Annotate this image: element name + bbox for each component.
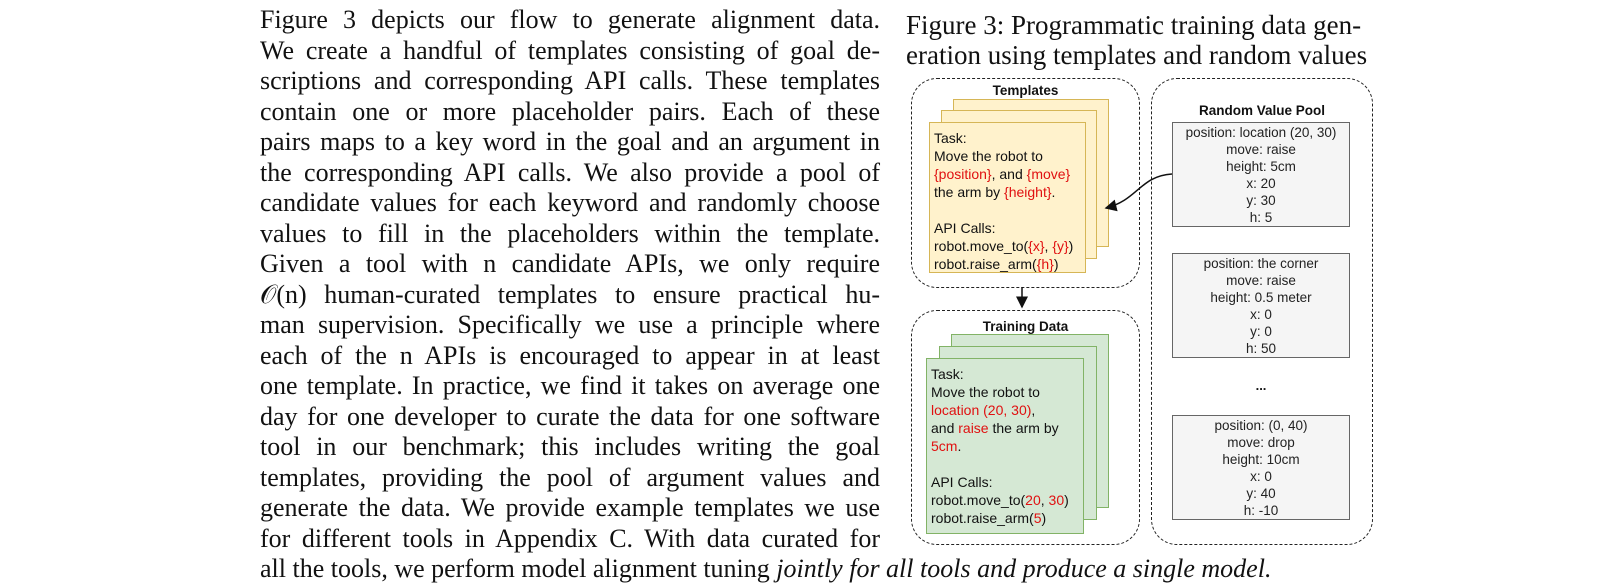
training-api-label: API Calls:: [931, 474, 993, 490]
training-comma-after: ,: [1031, 402, 1036, 418]
caption-line-1: Figure 3: Programmatic training data gen-: [906, 10, 1362, 40]
pool-3-move: move: drop: [1227, 435, 1295, 450]
template-call-1-fn: robot.move_to(: [934, 238, 1029, 254]
training-comma: ,: [1040, 492, 1049, 508]
pool-2-y: y: 0: [1250, 324, 1272, 339]
template-api-label: API Calls:: [934, 220, 996, 236]
training-task-label: Task:: [931, 366, 964, 382]
caption-line-2: eration using templates and random values: [906, 40, 1368, 70]
pool-3-h: h: -10: [1243, 503, 1279, 518]
training-close-1: ): [1064, 492, 1069, 508]
body-line: generate the data. We provide example templates we use: [260, 493, 880, 522]
pool-ellipsis: ...: [1255, 378, 1267, 393]
value-raise: raise: [958, 420, 989, 436]
value-y: 30: [1048, 492, 1065, 508]
body-line: the corresponding API calls. We also provide a pool of: [260, 157, 880, 187]
placeholder-h: {h}: [1036, 256, 1054, 272]
placeholder-y: {y}: [1052, 238, 1069, 254]
body-last-italic: jointly for all tools and produce a single model.: [776, 554, 1272, 583]
pool-3-position: position: (0, 40): [1214, 418, 1308, 433]
random-value-pool-title: Random Value Pool: [1198, 103, 1326, 118]
placeholder-position: {position}: [934, 166, 992, 182]
template-call-2-fn: robot.raise_arm(: [934, 256, 1037, 272]
body-line: Given a tool with n candidate APIs, we only require: [260, 249, 880, 278]
body-last-plain: all the tools, we perform model alignment tuning: [260, 554, 777, 583]
pool-1-height: height: 5cm: [1226, 159, 1296, 174]
training-call-2-fn: robot.raise_arm(: [931, 510, 1034, 526]
template-period: .: [1051, 184, 1056, 200]
training-data-title: Training Data: [982, 319, 1069, 334]
body-line: tool in our benchmark; this includes writing the goal: [260, 432, 880, 461]
pool-1-position: position: location (20, 30): [1185, 125, 1337, 140]
body-line: day for one developer to curate the data for one software: [260, 401, 880, 431]
value-location: location (20, 30): [931, 402, 1032, 418]
training-call-1-fn: robot.move_to(: [931, 492, 1026, 508]
pool-2-h: h: 50: [1245, 341, 1277, 356]
value-height: 5cm: [931, 438, 958, 454]
body-line: one template. In practice, we find it takes on average one: [260, 371, 880, 400]
templates-title: Templates: [992, 83, 1059, 98]
body-line: scriptions and corresponding API calls. These templates: [260, 66, 880, 95]
pool-to-template-arrow: [1106, 174, 1172, 208]
training-line-1: Move the robot to: [931, 384, 1040, 400]
template-comma: ,: [1044, 238, 1053, 254]
training-and-post: the arm by: [988, 420, 1059, 436]
body-line: each of the n APIs is encouraged to appear in at least: [260, 340, 880, 370]
body-line: for different tools in Appendix C. With data curated for: [260, 523, 880, 553]
body-line: 𝒪(n) human-curated templates to ensure practical hu-: [260, 279, 880, 309]
pool-2-move: move: raise: [1226, 273, 1296, 288]
body-line: man supervision. Specifically we use a principle where: [260, 310, 880, 339]
template-close-2: ): [1053, 256, 1059, 272]
training-period: .: [957, 438, 962, 454]
pool-2-x: x: 0: [1250, 307, 1272, 322]
pool-3-y: y: 40: [1246, 486, 1276, 501]
pool-1-x: x: 20: [1246, 176, 1276, 191]
body-line: candidate values for each keyword and randomly choose: [260, 188, 880, 217]
placeholder-x: {x}: [1028, 238, 1045, 254]
placeholder-height: {height}: [1004, 184, 1052, 200]
body-line: contain one or more placeholder pairs. Each of these: [260, 96, 880, 126]
template-line-1: Move the robot to: [934, 148, 1043, 164]
template-line-3-text: the arm by: [934, 184, 1005, 200]
pool-3-x: x: 0: [1250, 469, 1272, 484]
pool-2-height: height: 0.5 meter: [1210, 290, 1312, 305]
body-line: Figure 3 depicts our flow to generate alignment data.: [260, 5, 880, 34]
placeholder-move: {move}: [1026, 166, 1071, 182]
pool-1-y: y: 30: [1246, 193, 1276, 208]
pool-1-move: move: raise: [1226, 142, 1296, 157]
value-x: 20: [1025, 492, 1041, 508]
body-line: templates, providing the pool of argument values and: [260, 462, 880, 492]
body-line: pairs maps to a key word in the goal and an argument in: [260, 127, 880, 156]
pool-1-h: h: 5: [1249, 210, 1273, 225]
template-close-1: ): [1068, 238, 1074, 254]
body-line: values to fill in the placeholders within the template.: [260, 218, 880, 248]
template-task-label: Task:: [934, 130, 967, 146]
training-close-2: ): [1041, 510, 1047, 526]
pool-3-height: height: 10cm: [1222, 452, 1300, 467]
template-and-text: , and: [991, 166, 1027, 182]
body-line: We create a handful of templates consisting of goal de-: [260, 35, 880, 65]
value-h: 5: [1033, 510, 1042, 526]
pool-2-position: position: the corner: [1203, 256, 1319, 271]
training-and-pre: and: [931, 420, 959, 436]
